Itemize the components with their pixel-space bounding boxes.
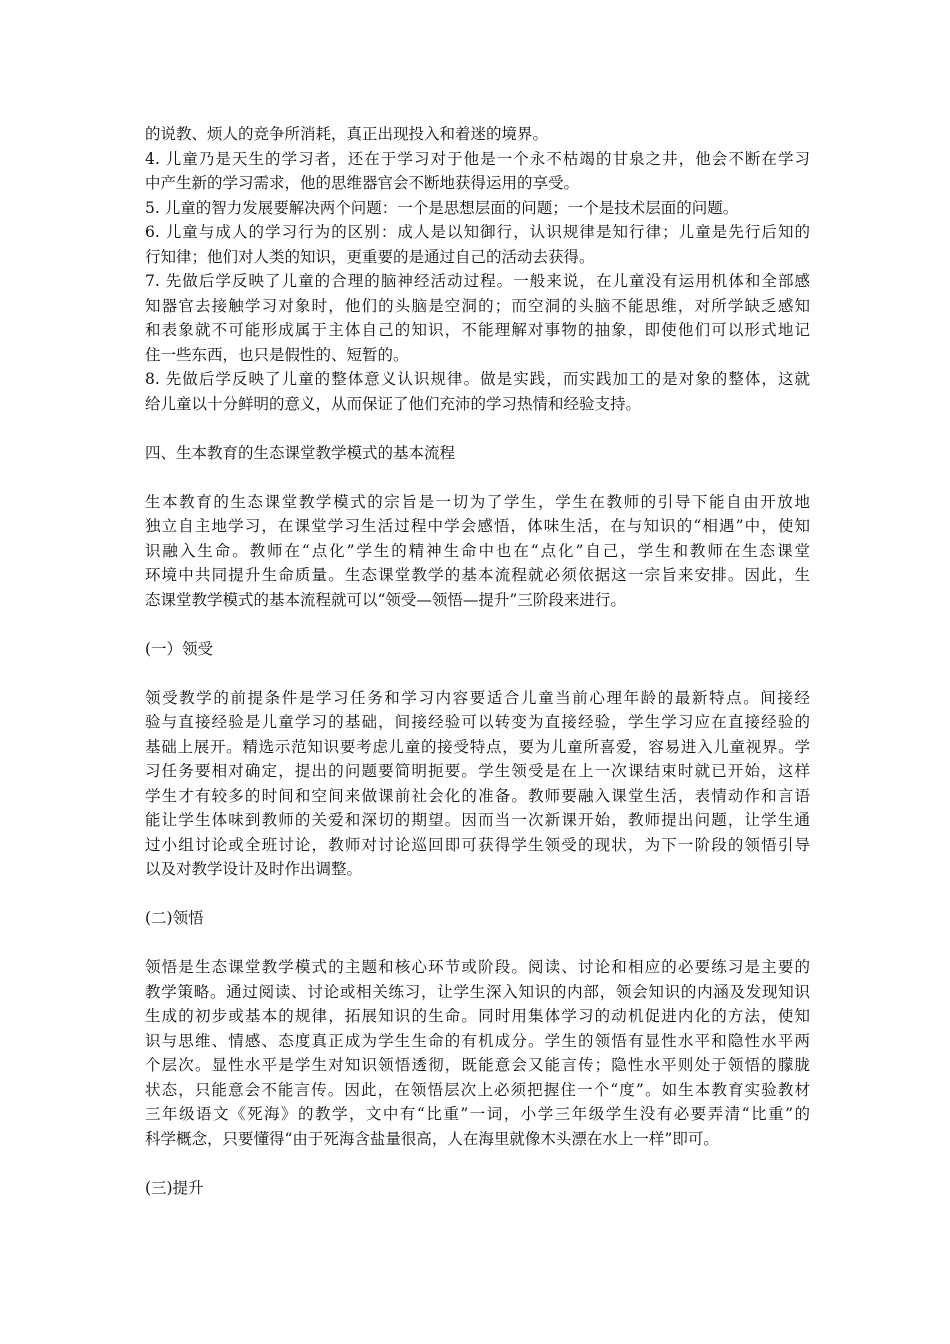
- text-line: 生本教育的生态课堂教学模式的宗旨是一切为了学生，学生在教师的引导下能自由开放地: [145, 492, 810, 511]
- paragraph: [145, 955, 810, 1151]
- text-line: 学生才有较多的时间和空间来做课前社会化的准备。教师要融入课堂生活，表情动作和言语: [145, 786, 810, 805]
- text-line: 状态，只能意会不能言传。因此，在领悟层次上必须把握住一个“度”。如生本教育实验教材: [145, 1080, 810, 1099]
- paragraph-spacer: [145, 612, 810, 637]
- paragraph: [145, 490, 810, 613]
- paragraph-spacer: [145, 1151, 810, 1176]
- text-line: 识融入生命。教师在“点化”学生的精神生命中也在“点化”自己，学生和教师在生态课堂: [145, 541, 810, 560]
- text-line: 独立自主地学习，在课堂学习生活过程中学会感悟，体味生活，在与知识的“相遇”中，使知: [145, 517, 810, 535]
- paragraph-spacer: [145, 465, 810, 490]
- section-heading: [145, 1176, 810, 1201]
- paragraph-spacer: [145, 931, 810, 956]
- document-page: [145, 122, 810, 1200]
- section-heading: [145, 906, 810, 931]
- text-line: 教学策略。通过阅读、讨论或相关练习，让学生深入知识的内部，领会知识的内涵及发现知识: [145, 982, 810, 1001]
- text-line: (三)提升: [145, 1178, 204, 1197]
- text-line: 能让学生体味到教师的关爱和深切的期望。因而当一次新课开始，教师提出问题，让学生通: [145, 811, 810, 829]
- text-line: (一）领受: [145, 639, 214, 658]
- text-line: 给儿童以十分鲜明的意义，从而保证了他们充沛的学习热情和经验支持。: [145, 394, 642, 413]
- text-line: 科学概念，只要懂得“由于死海含盐量很高，人在海里就像木头漂在水上一样”即可。: [145, 1129, 719, 1148]
- paragraph: [145, 367, 810, 416]
- text-line: 知器官去接触学习对象时，他们的头脑是空洞的；而空洞的头脑不能思维，对所学缺乏感知: [145, 296, 810, 315]
- text-line: 领悟是生态课堂教学模式的主题和核心环节或阶段。阅读、讨论和相应的必要练习是主要的: [145, 958, 810, 976]
- text-line: 过小组讨论或全班讨论，教师对讨论巡回即可获得学生领受的现状，为下一阶段的领悟引导: [145, 835, 810, 854]
- text-line: 8. 先做后学反映了儿童的整体意义认识规律。做是实践，而实践加工的是对象的整体，这就: [145, 370, 810, 388]
- text-line: 中产生新的学习需求，他的思维器官会不断地获得运用的享受。: [145, 174, 580, 192]
- text-line: 以及对教学设计及时作出调整。: [145, 860, 363, 878]
- text-line: 三年级语文《死海》的教学，文中有“比重”一词，小学三年级学生没有必要弄清“比重”的: [145, 1105, 810, 1123]
- paragraph: [145, 686, 810, 882]
- text-line: (二)领悟: [145, 909, 204, 927]
- text-line: 6. 儿童与成人的学习行为的区别：成人是以知御行，认识规律是知行律；儿童是先行后知的: [145, 223, 810, 241]
- section-heading: [145, 441, 810, 466]
- text-line: 识与思维、情感、态度真正成为学生生命的有机成分。学生的领悟有显性水平和隐性水平两: [145, 1031, 810, 1050]
- paragraph-spacer: [145, 661, 810, 686]
- text-line: 四、生本教育的生态课堂教学模式的基本流程: [145, 443, 456, 462]
- text-line: 7. 先做后学反映了儿童的合理的脑神经活动过程。一般来说，在儿童没有运用机体和全部感: [145, 272, 810, 290]
- text-line: 4. 儿童乃是天生的学习者，还在于学习对于他是一个永不枯竭的甘泉之井，他会不断在学习: [145, 149, 810, 168]
- paragraph-spacer: [145, 416, 810, 441]
- text-line: 个层次。显性水平是学生对知识领悟透彻，既能意会又能言传；隐性水平则处于领悟的朦胧: [145, 1056, 810, 1074]
- text-line: 住一些东西，也只是假性的、短暂的。: [145, 345, 409, 364]
- paragraph: [145, 122, 810, 147]
- text-line: 生成的初步或基本的规律，拓展知识的生命。同时用集体学习的动机促进内化的方法，使知: [145, 1007, 810, 1025]
- text-line: 验与直接经验是儿童学习的基础，间接经验可以转变为直接经验，学生学习应在直接经验的: [145, 713, 810, 731]
- paragraph: [145, 196, 810, 221]
- text-line: 基础上展开。精选示范知识要考虑儿童的接受特点，要为儿童所喜爱，容易进入儿童视界。学: [145, 737, 810, 756]
- paragraph: [145, 220, 810, 269]
- text-line: 态课堂教学模式的基本流程就可以“领受—领悟—提升”三阶段来进行。: [145, 590, 626, 609]
- paragraph: [145, 269, 810, 367]
- text-line: 习任务要相对确定，提出的问题要简明扼要。学生领受是在上一次课结束时就已开始，这样: [145, 762, 810, 780]
- paragraph-spacer: [145, 882, 810, 907]
- paragraph: [145, 147, 810, 196]
- text-line: 和表象就不可能形成属于主体自己的知识，不能理解对事物的抽象，即使他们可以形式地记: [145, 321, 810, 339]
- text-line: 领受教学的前提条件是学习任务和学习内容要适合儿童当前心理年龄的最新特点。间接经: [145, 688, 810, 707]
- section-heading: [145, 637, 810, 662]
- text-line: 5. 儿童的智力发展要解决两个问题：一个是思想层面的问题；一个是技术层面的问题。: [145, 198, 739, 217]
- text-line: 环境中共同提升生命质量。生态课堂教学的基本流程就必须依据这一宗旨来安排。因此，生: [145, 566, 810, 584]
- text-line: 行知律；他们对人类的知识，更重要的是通过自己的活动去获得。: [145, 247, 595, 266]
- text-line: 的说教、烦人的竞争所消耗，真正出现投入和着迷的境界。: [145, 125, 549, 143]
